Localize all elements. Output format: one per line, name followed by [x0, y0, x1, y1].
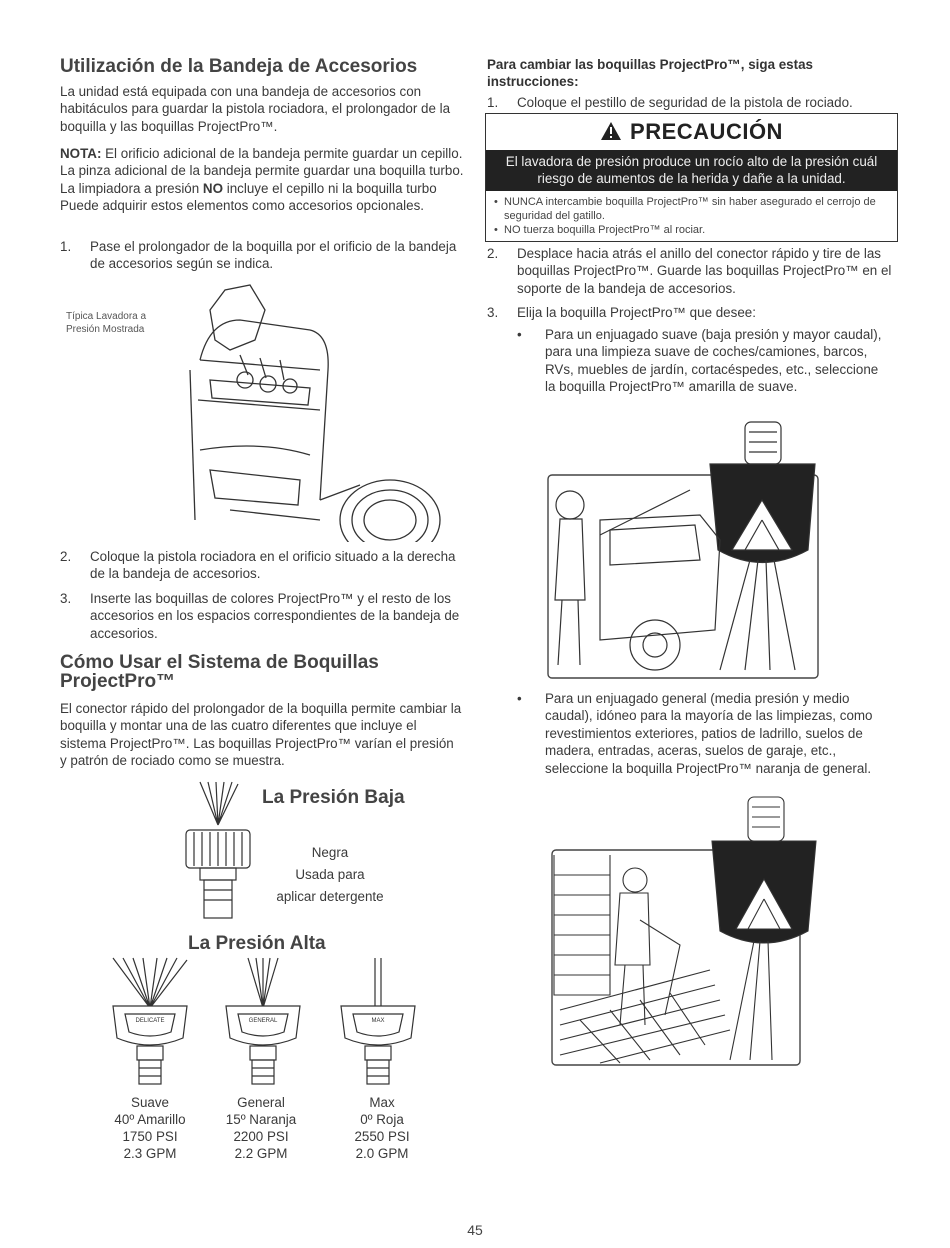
caution-list	[486, 191, 897, 241]
warning-triangle-icon	[600, 121, 622, 141]
orange-nozzle-illustration	[218, 956, 308, 1086]
low-pressure-use-1: Usada para	[295, 867, 365, 882]
low-pressure-title: La Presión Baja	[262, 787, 405, 808]
note-label: NOTA:	[60, 146, 102, 161]
section-title-accessory-tray: Utilización de la Bandeja de Accesorios	[60, 56, 418, 77]
change-nozzle-intro: Para cambiar las boquillas ProjectPro™, siga estas instrucciones:	[487, 57, 813, 90]
note-text-a: El orificio adicional de la bandeja permite guardar un cepillo. La pinza adicional de la bandeja permite guardar una boquilla turbo. La limpiadora a presión	[60, 146, 464, 196]
figure-caption: Típica Lavadora a Presión Mostrada	[66, 311, 147, 335]
caution-title: PRECAUCIÓN	[630, 119, 783, 144]
nozzle-tag-general: GENERAL	[248, 1018, 278, 1024]
low-pressure-description	[270, 842, 390, 908]
black-nozzle-illustration	[178, 780, 258, 920]
accessory-step-1: 1. Pase el prolongador de la boquilla por el orificio de la bandeja de accesorios según se indica.	[60, 239, 457, 272]
nozzle-spec-max: Max 0º Roja 2550 PSI 2.0 GPM	[354, 1095, 410, 1161]
nozzle-tag-delicate: DELICATE	[135, 1018, 165, 1024]
yellow-nozzle-illustration	[105, 956, 195, 1086]
change-nozzle-step-2: 2. Desplace hacia atrás el anillo del conector rápido y tire de las boquillas ProjectPro™. Guarde las boquillas ProjectPro™ en el soporte de la bandeja de accesorios.	[487, 246, 892, 296]
red-nozzle-illustration	[333, 956, 423, 1086]
nozzle-bullet-general: • Para un enjuagado general (media presión y medio caudal), idóneo para la mayoría de las limpiezas, como revestimientos exteriores, patios de ladrillo, suelos de madera, entradas, aceras, suelos de garaje, etc., seleccione la boquilla ProjectPro™ naranja de general.	[517, 691, 873, 776]
page-number: 45	[467, 1222, 483, 1238]
low-pressure-color: Negra	[311, 845, 349, 860]
accessory-steps-part1	[60, 238, 460, 273]
accessory-tray-note	[60, 145, 464, 215]
nozzle-bullet-suave: • Para un enjuagado suave (baja presión y mayor caudal), para una limpieza suave de coches/camiones, barcos, RVs, muebles de jardín, cortacéspedes, etc., seleccione la boquilla ProjectPro™ amarilla de suave.	[517, 327, 882, 395]
high-pressure-title: La Presión Alta	[188, 933, 326, 954]
nozzle-system-body: El conector rápido del prolongador de la boquilla permite cambiar la boquilla y montar una de las cuatro diferentes que incluye el sistema ProjectPro™. Las boquillas ProjectPro™ varían el presión y patrón de rociado como se muestra.	[60, 701, 462, 769]
accessory-tray-intro: La unidad está equipada con una bandeja de accesorios con habitáculos para guardar la pistola rociadora, el prolongador de la boquilla y las boquillas ProjectPro™.	[60, 84, 451, 134]
note-bold: NO	[202, 180, 224, 196]
accessory-tray-illustration	[170, 280, 445, 542]
nozzle-spec-general: General 15º Naranja 2200 PSI 2.2 GPM	[225, 1095, 297, 1161]
change-nozzle-step-1: 1. Coloque el pestillo de seguridad de la pistola de rociado.	[487, 95, 853, 110]
caution-header	[486, 114, 897, 150]
deck-washing-illustration	[540, 795, 830, 1070]
nozzle-spec-suave: Suave 40º Amarillo 1750 PSI 2.3 GPM	[114, 1095, 186, 1161]
caution-item-2: • NO tuerza boquilla ProjectPro™ al rociar.	[494, 223, 706, 236]
accessory-steps-part2	[60, 548, 460, 642]
section-title-nozzle-system: Cómo Usar el Sistema de Boquillas ProjectPro™	[60, 652, 379, 692]
caution-box	[485, 113, 898, 242]
change-nozzle-steps	[487, 245, 892, 322]
caution-item-1: • NUNCA intercambie boquilla ProjectPro™ sin haber asegurado el cerrojo de seguridad del gatillo.	[494, 195, 876, 222]
note-text-b: incluye el cepillo ni la boquilla turbo Puede adquirir estos elementos como accesorios opcionales.	[60, 180, 437, 214]
nozzle-tag-max: MAX	[371, 1018, 385, 1024]
low-pressure-use-2: aplicar detergente	[276, 889, 384, 904]
accessory-step-3: 3. Inserte las boquillas de colores ProjectPro™ y el resto de los accesorios en los espacios correspondientes de la bandeja de accesorios.	[60, 590, 460, 641]
accessory-step-2: 2. Coloque la pistola rociadora en el orificio situado a la derecha de la bandeja de accesorios.	[60, 549, 456, 582]
caution-warning-text: El lavadora de presión produce un rocío alto de la presión cuál riesgo de aumentos de la herida y dañe a la unidad.	[486, 150, 897, 191]
change-nozzle-step-3: 3. Elija la boquilla ProjectPro™ que desee:	[487, 305, 756, 321]
car-washing-illustration	[540, 420, 830, 682]
